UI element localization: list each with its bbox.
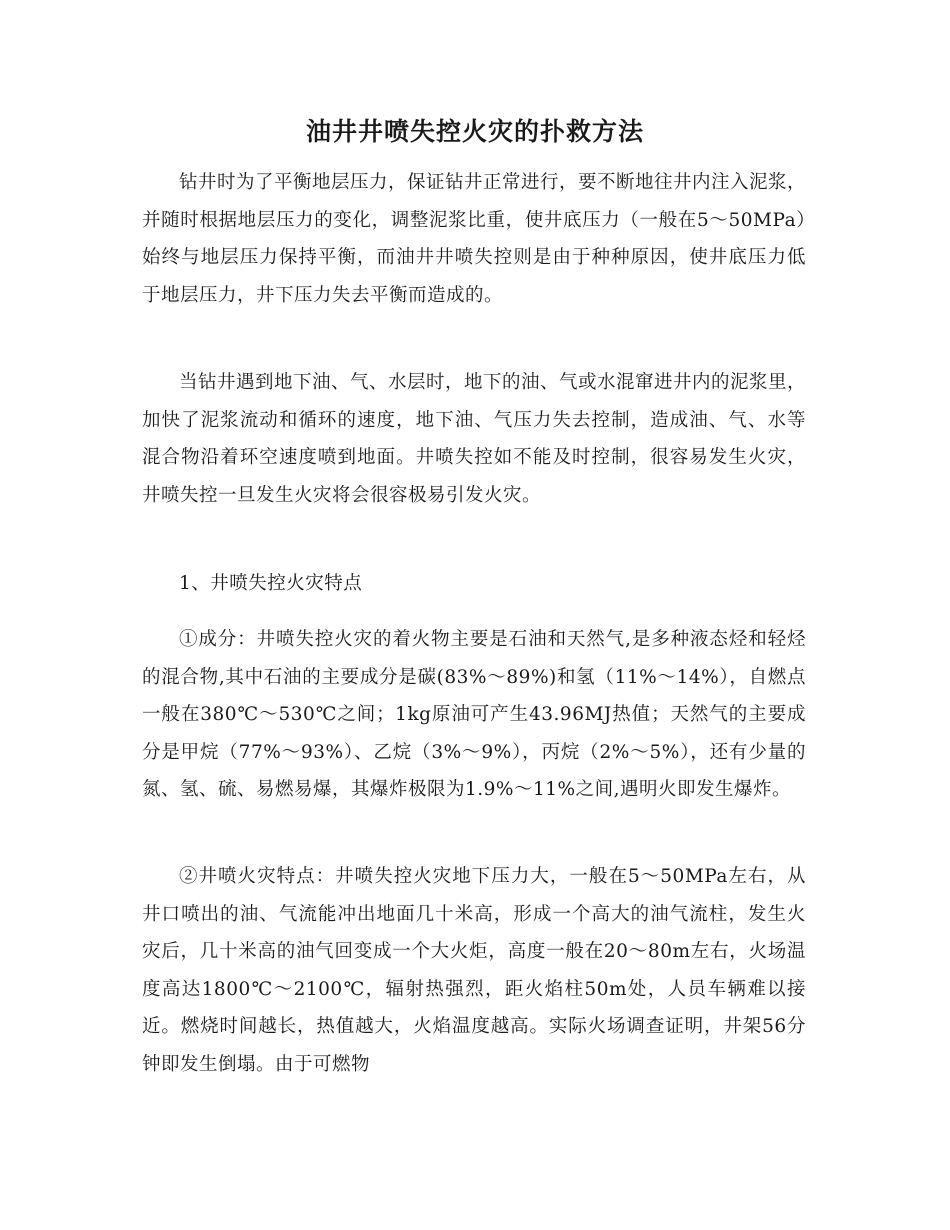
section-heading-fire-characteristics: 1、井喷失控火灾特点	[179, 573, 363, 594]
paragraph-blowout-cause: 当钻井遇到地下油、气、水层时，地下的油、气或水混窜进井内的泥浆里，加快了泥浆流动和循环的速度，地下油、气压力失去控制，造成油、气、水等混合物沿着环空速度喷到地面。井喷失控如不能及时控制，很容易发生火灾，井喷失控一旦发生火灾将会很容极易引发火灾。	[142, 372, 807, 506]
paragraph-well-pressure: 钻井时为了平衡地层压力，保证钻井正常进行，要不断地往井内注入泥浆，并随时根据地层压力的变化，调整泥浆比重，使井底压力（一般在5～50MPa）始终与地层压力保持平衡，而油井井喷失控则是由于种种原因，使井底压力低于地层压力，井下压力失去平衡而造成的。	[142, 172, 807, 306]
paragraph-composition: ①成分：井喷失控火灾的着火物主要是石油和天然气,是多种液态烃和轻烃的混合物,其中石油的主要成分是碳(83%～89%)和氢（11%～14%），自燃点一般在380℃～530℃之间；1kg原油可产生43.96MJ热值；天然气的主要成分是甲烷（77%～93%）、乙烷（3%～9%），丙烷（2%～5%），还有少量的氮、氢、硫、易燃易爆，其爆炸极限为1.9%～11%之间,遇明火即发生爆炸。	[142, 629, 806, 800]
paragraph-fire-characteristics: ②井喷火灾特点：井喷失控火灾地下压力大，一般在5～50MPa左右，从井口喷出的油、气流能冲出地面几十米高，形成一个高大的油气流柱，发生火灾后，几十米高的油气回变成一个大火炬，高度一般在20～80m左右，火场温度高达1800℃～2100℃，辐射热强烈，距火焰柱50m处，人员车辆难以接近。燃烧时间越长，热值越大，火焰温度越高。实际火场调查证明，井架56分钟即发生倒塌。由于可燃物	[142, 866, 806, 1075]
document-title: 油井井喷失控火灾的扑救方法	[305, 117, 644, 146]
